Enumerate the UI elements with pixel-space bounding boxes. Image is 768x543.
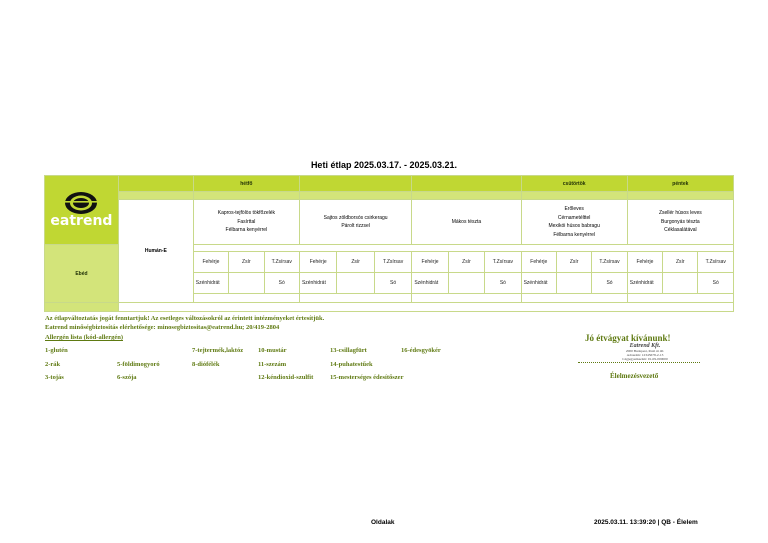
nutrient-label: Fehérje [521,252,556,273]
footer-note: Az étlapváltoztatás jogát fenntartjuk! Az esetleges változásokról az érintett intézményeket értesítjük. [45,315,325,322]
dish-cell: Kapros-tejfölös tökfőzelék Fasírttal Félbarna kenyérrel [193,200,299,245]
nutrient-label: Fehérje [627,252,662,273]
allergen-item: 12-kéndioxid-szulfit [258,374,314,381]
menu-line-label: Humán-E [118,200,193,303]
allergen-title: Allergén lista (kód-allergén) [45,334,123,341]
allergen-item: 5-földimogyoró [117,361,160,368]
allergen-item: 2-rák [45,361,61,368]
day-header [412,176,521,192]
allergen-item: 7-tejtermék,laktóz [192,347,244,354]
nutrient-label: Só [264,273,299,294]
allergen-item: 11-szezám [258,361,287,368]
nutrient-label: Zsír [663,252,698,273]
nutrient-label: T.Zsírsav [592,252,627,273]
allergen-item: 14-puhatestűek [330,361,373,368]
allergen-item: 1-glutén [45,347,68,354]
company-stamp: Eatrend Kft. 2000 Budapest, Pesti út 40. Adószám: 12345678-2-13 Cégjegyzékszám: 01-09-000000 [622,343,668,361]
dish-cell: Zsellér húsos leves Burgonyás tészta Céklasalátával [627,200,733,245]
page-title: Heti étlap 2025.03.17. - 2025.03.21. [310,160,458,170]
nutrient-label: Zsír [337,252,374,273]
nutrient-label: T.Zsírsav [264,252,299,273]
meal-label: Ebéd [45,245,119,303]
signature-title: Élelmezésvezető [610,372,659,380]
nutrient-label: Szénhidrát [627,273,662,294]
page-footer-center: Oldalak [371,519,395,526]
nutrient-label: Fehérje [193,252,228,273]
nutrient-label: Fehérje [299,252,336,273]
logo-text: eatrend [50,213,113,229]
weekly-menu-table [44,175,734,312]
nutrient-label: Szénhidrát [299,273,336,294]
signature-line [578,362,700,363]
nutrient-label: Só [374,273,411,294]
dish-cell: Mákos tészta [412,200,521,245]
nutrient-label: Szénhidrát [193,273,228,294]
allergen-item: 10-mustár [258,347,287,354]
allergen-item: 16-édesgyökér [401,347,441,354]
allergen-item: 3-tojás [45,374,64,381]
nutrient-label: Só [698,273,734,294]
day-header: hétfő [193,176,299,192]
nutrient-label: Zsír [556,252,591,273]
nutrient-label: Só [592,273,627,294]
nutrient-label: Fehérje [412,252,448,273]
nutrient-label: Zsír [448,252,484,273]
logo [45,176,119,245]
day-header [299,176,411,192]
plate-logo-icon [64,191,98,215]
allergen-item: 6-szója [117,374,137,381]
nutrient-label: T.Zsírsav [698,252,734,273]
allergen-item: 8-diófélék [192,361,220,368]
nutrient-label: T.Zsírsav [485,252,521,273]
bon-appetit: Jó étvágyat kívánunk! [585,333,671,343]
nutrient-label: Zsír [229,252,264,273]
dish-cell: Erőleves Cérnametélttel Mexikói húsos babragu Félbarna kenyérrel [521,200,627,245]
day-header: péntek [627,176,733,192]
nutrient-label: T.Zsírsav [374,252,411,273]
footer-contact: Eatrend minőségbiztosítás elérhetősége: minosegbiztositas@eatrend.hu; 20/419-2804 [45,324,280,331]
page-footer-timestamp: 2025.03.11. 13:39:20 | QB - Élelem [594,519,698,526]
allergen-item: 15-mesterséges édesítőszer [330,374,404,381]
nutrient-label: Szénhidrát [521,273,556,294]
nutrient-label: Só [485,273,521,294]
dish-cell: Sajtos zöldborsós csirkeragu Párolt rizzsel [299,200,411,245]
allergen-item: 13-csillagfürt [330,347,367,354]
nutrient-label: Szénhidrát [412,273,448,294]
day-header: csütörtök [521,176,627,192]
